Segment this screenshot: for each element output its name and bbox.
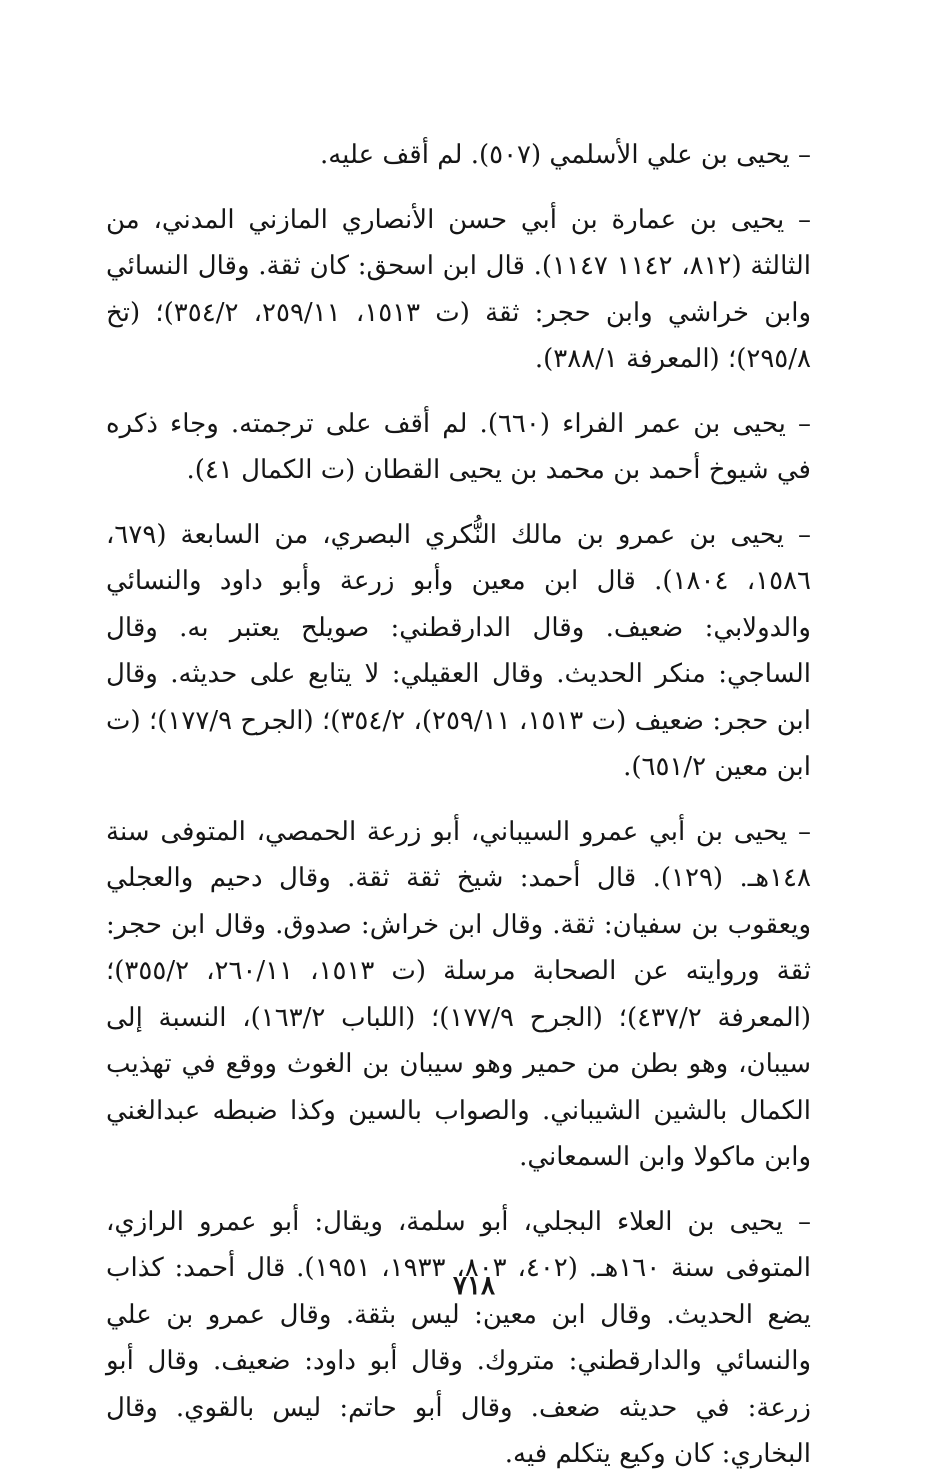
- entry-yahya-ibn-abi-amr-al-saybani: – يحيى بن أبي عمرو السيباني، أبو زرعة الحمصي، المتوفى سنة ١٤٨هـ. (١٢٩). قال أحمد: شيخ ثقة ثقة. وقال دحيم والعجلي ويعقوب بن سفيان: ثقة. وقال ابن خراش: صدوق. وقال ابن حجر: ثقة وروايته عن الصحابة مرسلة (ت ١٥١٣، ٢٦٠/١١، ٣٥٥/٢)؛ (المعرفة ٤٣٧/٢)؛ (الجرح ١٧٧/٩)؛ (اللباب ١٦٣/٢)، النسبة إلى سيبان، وهو بطن من حمير وهو سيبان بن الغوث ووقع في تهذيب الكمال بالشين الشيباني. والصواب بالسين وكذا ضبطه عبدالغني وابن ماكولا وابن السمعاني.: [106, 816, 812, 1172]
- entry-yahya-ibn-al-ala-al-bajali: – يحيى بن العلاء البجلي، أبو سلمة، ويقال: أبو عمرو الرازي، المتوفى سنة ١٦٠هـ. (٤٠٢، ٨٠٣، ١٩٣٣، ١٩٥١). قال أحمد: كذاب يضع الحديث. وقال ابن معين: ليس بثقة. وقال عمرو بن علي والنسائي والدارقطني: متروك. وقال أبو داود: ضعيف. وقال أبو زرعة: في حديثه ضعف. وقال أبو حاتم: ليس بالقوي. وقال البخاري: كان وكيع يتكلم فيه.: [106, 1206, 812, 1469]
- entry-yahya-ibn-amr-al-nukri: – يحيى بن عمرو بن مالك النُّكري البصري، من السابعة (٦٧٩، ١٥٨٦، ١٨٠٤). قال ابن معين وأبو زرعة وأبو داود والنسائي والدولابي: ضعيف. وقال الدارقطني: صويلح يعتبر به. وقال الساجي: منكر الحديث. وقال العقيلي: لا يتابع على حديثه. وقال ابن حجر: ضعيف (ت ١٥١٣، ٢٥٩/١١)، ٣٥٤/٢)؛ (الجرح ١٧٧/٩)؛ (ت ابن معين ٦٥١/٢).: [106, 519, 812, 782]
- entry-yahya-ibn-umar-al-farra: – يحيى بن عمر الفراء (٦٦٠). لم أقف على ترجمته. وجاء ذكره في شيوخ أحمد بن محمد بن يحيى القطان (ت الكمال ٤١).: [106, 408, 812, 485]
- entry-yahya-ibn-ali-al-aslami: – يحيى بن علي الأسلمي (٥٠٧). لم أقف عليه.: [319, 140, 811, 170]
- entry-yahya-ibn-umara: – يحيى بن عمارة بن أبي حسن الأنصاري المازني المدني، من الثالثة (٨١٢، ١١٤٢ ١١٤٧). قال ابن اسحق: كان ثقة. وقال النسائي وابن خراشي وابن حجر: ثقة (ت ١٥١٣، ٢٥٩/١١، ٣٥٤/٢)؛ (تخ ٢٩٥/٨)؛ (المعرفة ٣٨٨/١).: [106, 204, 812, 374]
- page-number: ٧١٨: [453, 1271, 495, 1301]
